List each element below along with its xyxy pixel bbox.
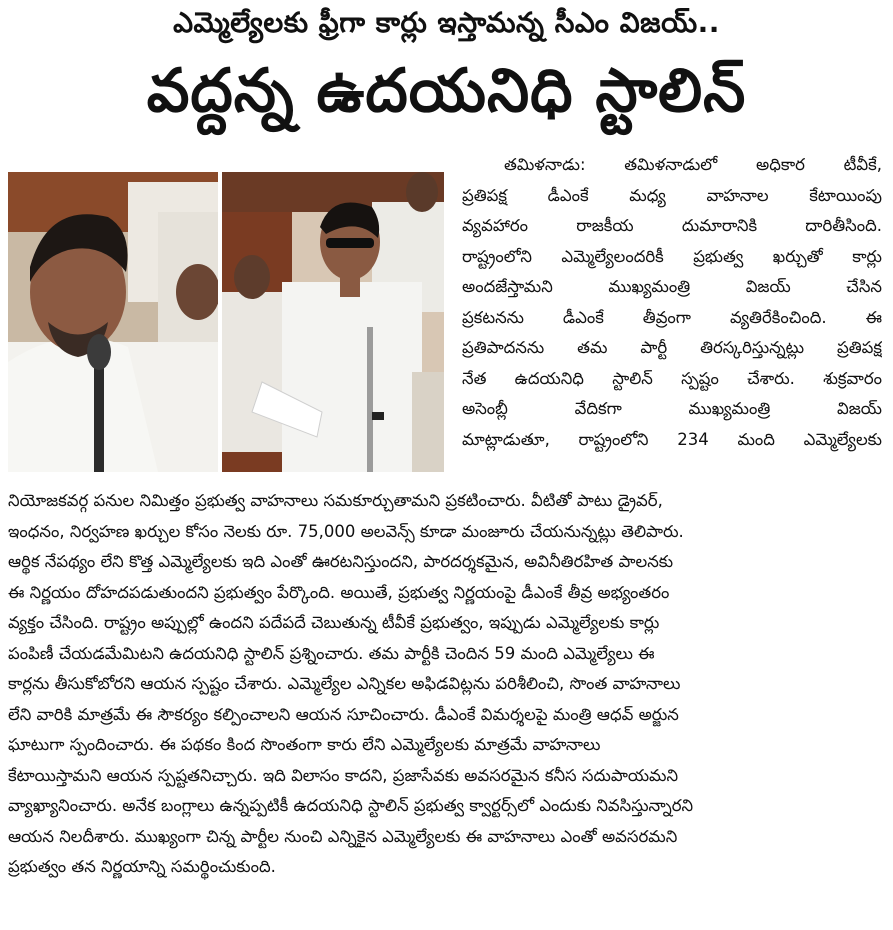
body-line: ఘాటుగా స్పందించారు. ఈ పథకం కింద సొంతంగా కారు లేని ఎమ్మెల్యేలకు మాత్రమే వాహనాలు <box>8 735 601 754</box>
body-line: నియోజకవర్గ పనుల నిమిత్తం ప్రభుత్వ వాహనాలు సమకూర్చుతామని ప్రకటించారు. వీటితో పాటు డ్రైవర్, <box>8 491 663 510</box>
intro-line: తమిళనాడు: తమిళనాడులో అధికార టీవీకే, <box>504 155 882 174</box>
intro-line: ప్రతిపాదనను తమ పార్టీ తిరస్కరిస్తున్నట్లు ప్రతిపక్ష <box>462 338 882 357</box>
photo-chief-minister-image <box>8 172 218 472</box>
intro-line: వ్యవహారం రాజకీయ దుమారానికి దారితీసింది. <box>462 216 882 235</box>
body-line: ఆర్థిక నేపథ్యం లేని కొత్త ఎమ్మెల్యేలకు ఇది ఎంతో ఊరటనిస్తుందని, పారదర్శకమైన, అవినీతిరహిత పాలనకు <box>8 552 674 571</box>
intro-line: నేత ఉదయనిధి స్టాలిన్ స్పష్టం చేశారు. శుక్రవారం <box>462 368 882 388</box>
intro-line: మాట్లాడుతూ, రాష్ట్రంలోని 234 మంది ఎమ్మెల్యేలకు <box>462 429 882 449</box>
photo-udhayanidhi-stalin-image <box>222 172 444 472</box>
intro-line: ప్రకటనను డీఎంకే తీవ్రంగా వ్యతిరేకించింది. ఈ <box>462 307 882 327</box>
intro-line: ప్రతిపక్ష డీఎంకే మధ్య వాహనాల కేటాయింపు <box>462 185 882 205</box>
body-line: ఈ నిర్ణయం దోహదపడుతుందని ప్రభుత్వం పేర్కొంది. అయితే, ప్రభుత్వ నిర్ణయంపై డీఎంకే తీవ్ర అభ్యంతరం <box>8 582 670 602</box>
body-line: ఆయన నిలదీశారు. ముఖ్యంగా చిన్న పార్టీల నుంచి ఎన్నికైన ఎమ్మెల్యేలకు ఈ వాహనాలు ఎంతో అవసరమని <box>8 826 678 846</box>
body-line: వ్యాఖ్యానించారు. అనేక బంగ్లాలు ఉన్నప్పటికీ ఉదయనిధి స్టాలిన్ ప్రభుత్వ క్వార్టర్స్‌లో ఎందుకు నివసిస్తున్నారని <box>8 796 694 815</box>
body-line: వ్యక్తం చేసింది. రాష్ట్రం అప్పుల్లో ఉందని పదేపదే చెబుతున్న టీవీకే ప్రభుత్వం, ఇప్పుడు ఎమ్మెల్యేలకు కార్లు <box>8 613 660 632</box>
intro-line: అసెంబ్లీ వేదికగా ముఖ్యమంత్రి విజయ్ <box>462 399 882 418</box>
body-line: ప్రభుత్వం తన నిర్ణయాన్ని సమర్థించుకుంది. <box>8 857 276 876</box>
headline: వద్దన్న ఉదయనిధి స్టాలిన్ <box>146 56 747 126</box>
body-line: ఇంధనం, నిర్వహణ ఖర్చుల కోసం నెలకు రూ. 75,000 అలవెన్స్ కూడా మంజూరు చేయనున్నట్లు తెలిపారు. <box>8 521 684 541</box>
photo-udhayanidhi-stalin <box>222 172 444 472</box>
article-intro-column <box>462 150 882 455</box>
intro-line: రాష్ట్రంలోని ఎమ్మెల్యేలందరికీ ప్రభుత్వ ఖర్చుతో కార్లు <box>462 246 882 266</box>
photo-chief-minister <box>8 172 218 472</box>
article-body <box>8 486 884 883</box>
body-line: లేని వారికి మాత్రమే ఈ సౌకర్యం కల్పించాలని ఆయన సూచించారు. డీఎంకే విమర్శలపై మంత్రి ఆధవ్ అర్జున <box>8 704 679 724</box>
intro-line: అందజేస్తామని ముఖ్యమంత్రి విజయ్ చేసిన <box>462 277 882 296</box>
body-line: కేటాయిస్తామని ఆయన స్పష్టతనిచ్చారు. ఇది విలాసం కాదని, ప్రజాసేవకు అవసరమైన కనీస సదుపాయమని <box>8 765 679 785</box>
subheadline: ఎమ్మెల్యేలకు ఫ్రీగా కార్లు ఇస్తామన్న సీఎం విజయ్.. <box>173 6 720 39</box>
body-line: పంపిణీ చేయడమేమిటని ఉదయనిధి స్టాలిన్ ప్రశ్నించారు. తమ పార్టీకి చెందిన 59 మంది ఎమ్మెల్యేలు ఈ <box>8 643 655 663</box>
body-line: కార్లను తీసుకోబోరని ఆయన స్పష్టం చేశారు. ఎమ్మెల్యేల ఎన్నికల అఫిడవిట్లను పరిశీలించి, సొంత వాహనాలు <box>8 674 681 693</box>
